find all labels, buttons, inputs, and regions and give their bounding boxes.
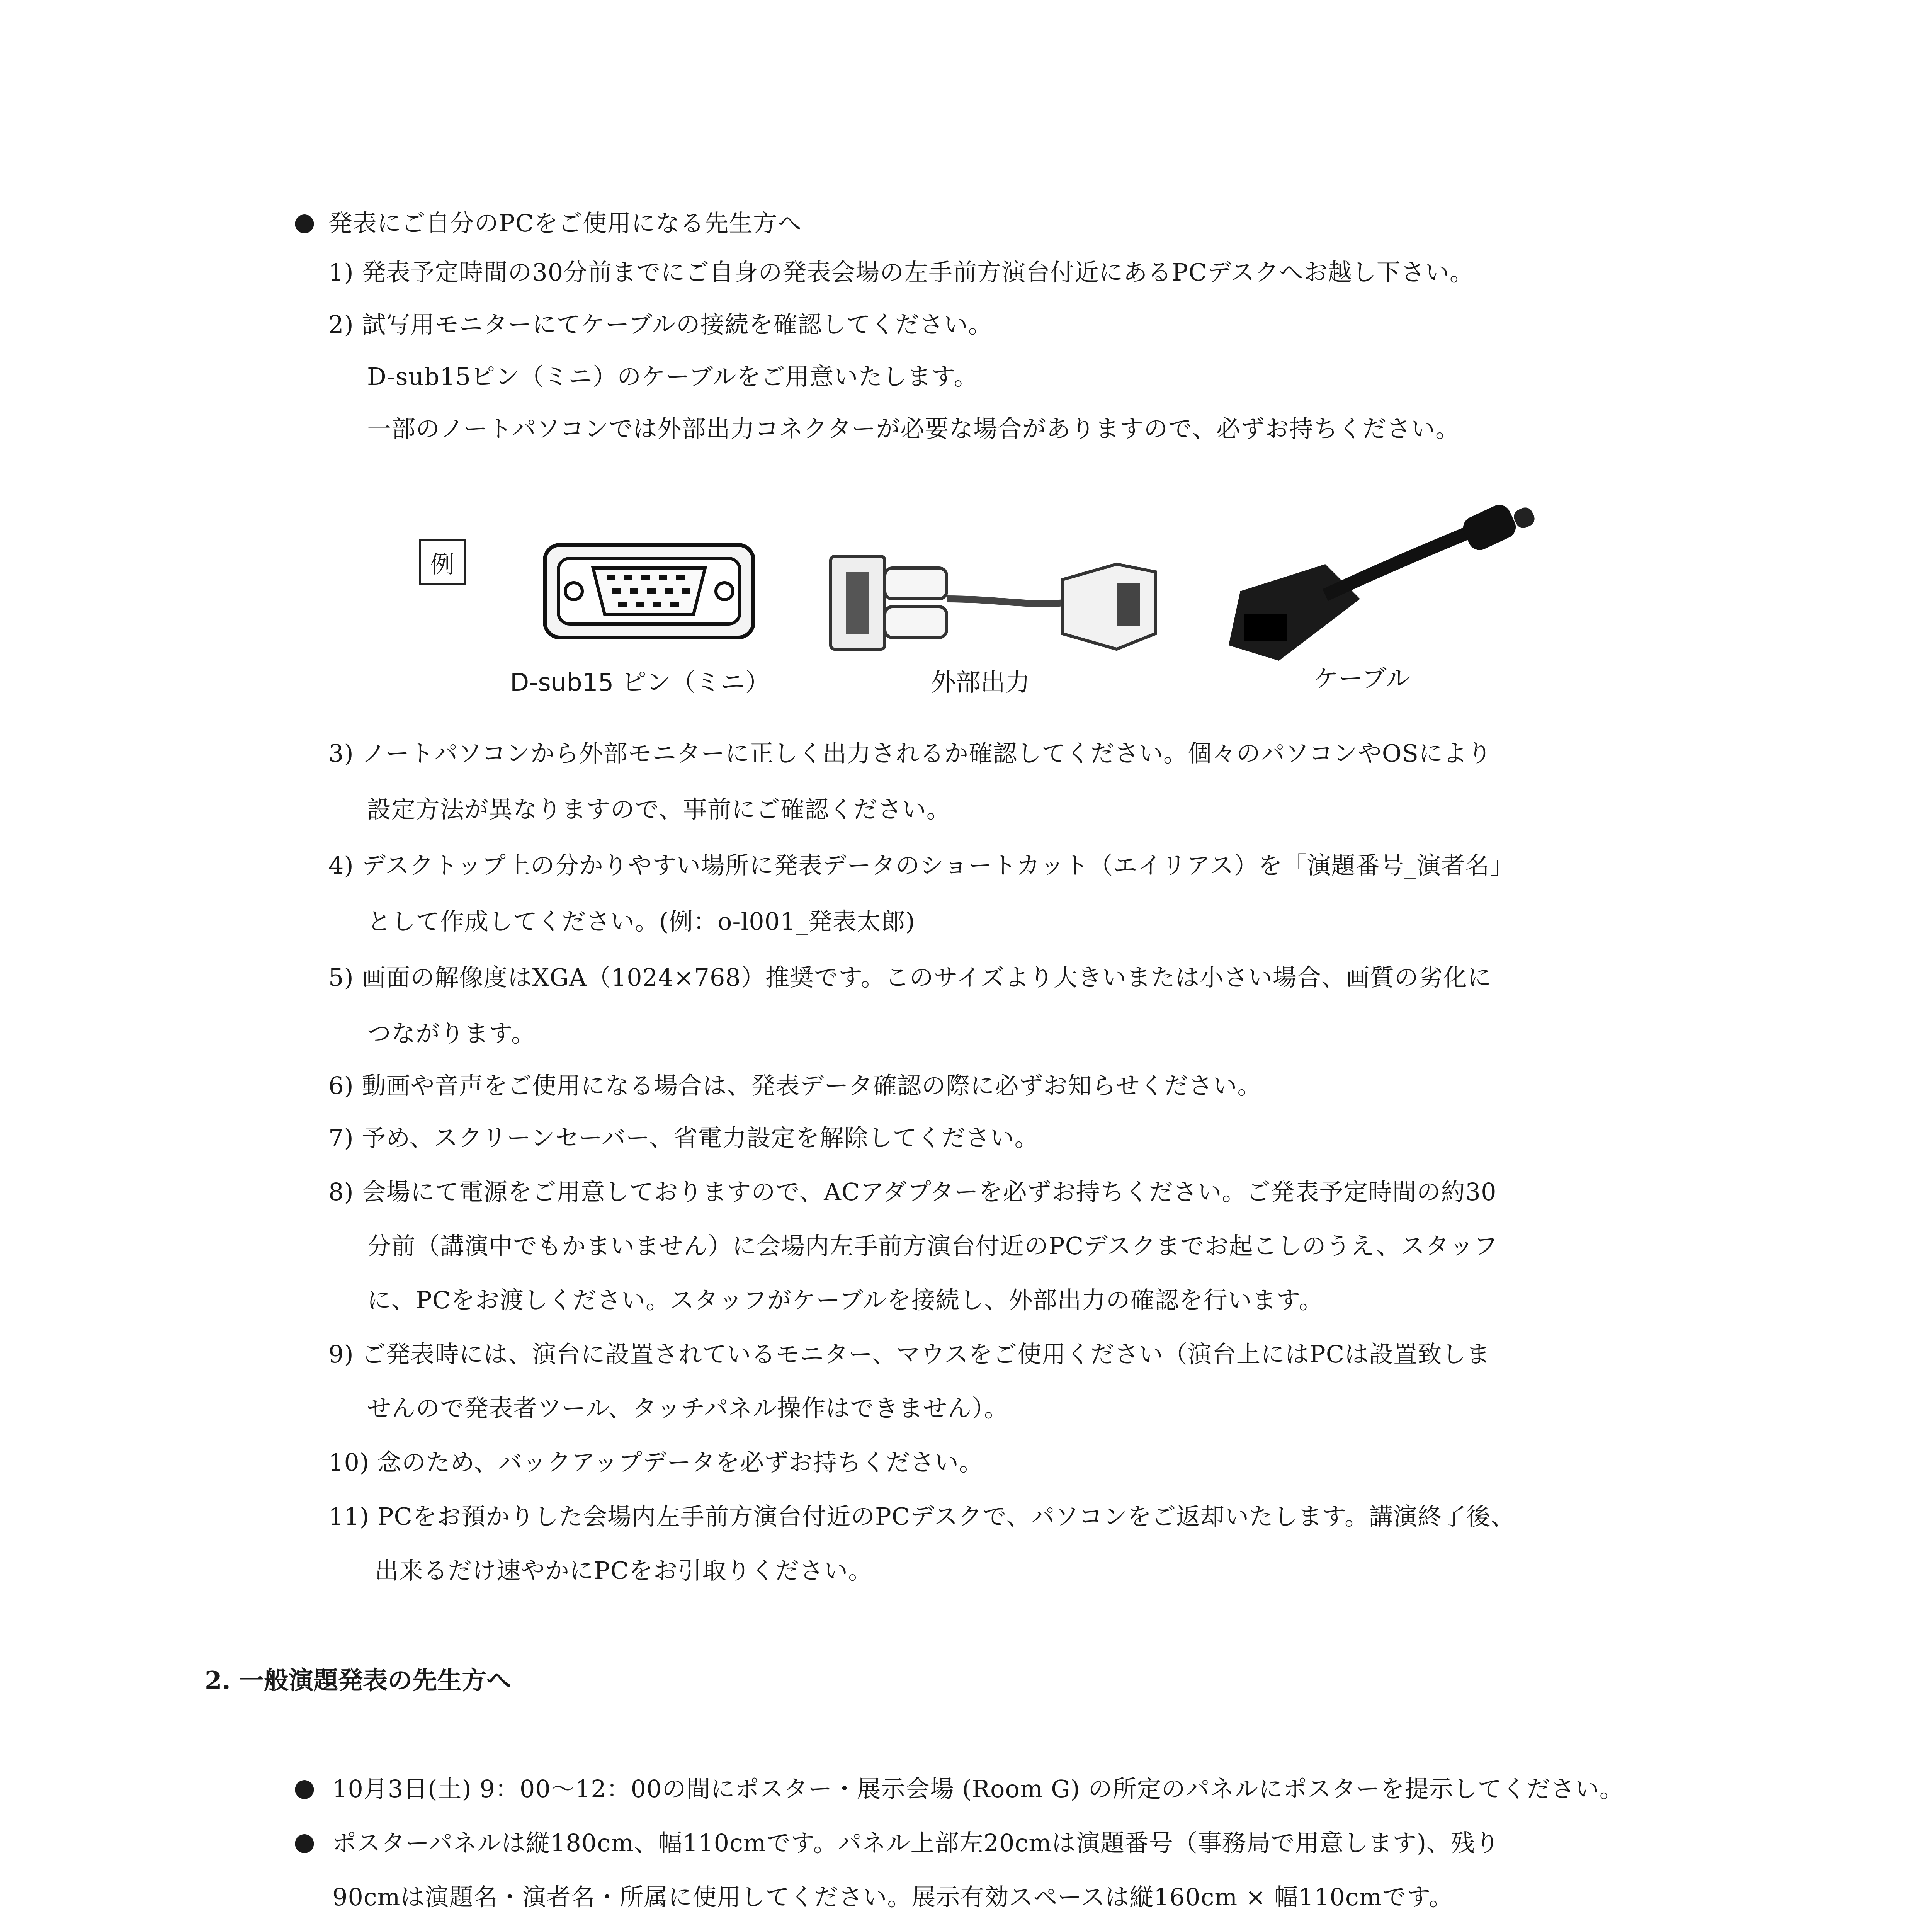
external-output-adapter-image [823, 541, 1163, 665]
section-2-bullet-2-line-2: 90cmは演題名・演者名・所属に使用してください。展示有効スペースは縦160cm × 幅110cmです。 [332, 1883, 1454, 1911]
bullet-icon: ● [294, 208, 315, 236]
item-11-line-1: 11) PCをお預かりした会場内左手前方演台付近のPCデスクで、パソコンをご返却いたします。講演終了後、 [328, 1502, 1515, 1531]
section-2-bullet-1: 10月3日(土) 9：00〜12：00の間にポスター・展示会場 (Room G) の所定のパネルにポスターを提示してください。 [332, 1775, 1624, 1803]
item-4-line-1: 4) デスクトップ上の分かりやすい場所に発表データのショートカット（エイリアス）を「演題番号_演者名」 [328, 851, 1514, 879]
item-1: 1) 発表予定時間の30分前までにご自身の発表会場の左手前方演台付近にあるPCデスクへお越し下さい。 [328, 258, 1474, 286]
item-2-sub-2: 一部のノートパソコンでは外部出力コネクターが必要な場合がありますので、必ずお持ちください。 [367, 415, 1460, 443]
item-8-line-3: に、PCをお渡しください。スタッフがケーブルを接続し、外部出力の確認を行います。 [367, 1286, 1323, 1314]
caption-external-output: 外部出力 [931, 668, 1030, 697]
item-10: 10) 念のため、バックアップデータを必ずお持ちください。 [328, 1448, 983, 1476]
item-3-line-1: 3) ノートパソコンから外部モニターに正しく出力されるか確認してください。個々のパソコンやOSにより [328, 739, 1492, 767]
section-2-heading: 2. 一般演題発表の先生方へ [205, 1666, 512, 1695]
example-label: 例 [419, 539, 466, 585]
cable-adapter-image [1198, 498, 1538, 680]
dsub15-connector-image [541, 541, 757, 641]
item-2: 2) 試写用モニターにてケーブルの接続を確認してください。 [328, 310, 993, 338]
item-9-line-1: 9) ご発表時には、演台に設置されているモニター、マウスをご使用ください（演台上にはPCは設置致しま [328, 1340, 1491, 1368]
item-5-line-1: 5) 画面の解像度はXGA（1024×768）推奨です。このサイズより大きいまたは小さい場合、画質の劣化に [328, 963, 1492, 992]
item-11-line-2: 出来るだけ速やかにPCをお引取りください。 [375, 1556, 873, 1585]
item-7: 7) 予め、スクリーンセーバー、省電力設定を解除してください。 [328, 1124, 1039, 1152]
item-5-line-2: つながります。 [367, 1019, 536, 1048]
caption-cable: ケーブル [1314, 665, 1411, 693]
item-9-line-2: せんので発表者ツール、タッチパネル操作はできません）。 [367, 1394, 1009, 1422]
caption-dsub15: D-sub15 ピン（ミニ） [510, 668, 770, 697]
item-2-sub-1: D-sub15ピン（ミニ）のケーブルをご用意いたします。 [367, 362, 978, 391]
item-6: 6) 動画や音声をご使用になる場合は、発表データ確認の際に必ずお知らせください。 [328, 1071, 1262, 1100]
item-8-line-2: 分前（講演中でもかまいません）に会場内左手前方演台付近のPCデスクまでお起こしのうえ、スタッフ [367, 1232, 1498, 1260]
bullet-icon: ● [294, 1828, 315, 1856]
section-2-bullet-2-line-1: ポスターパネルは縦180cm、幅110cmです。パネル上部左20cmは演題番号（事務局で用意します)、残り [332, 1829, 1500, 1857]
item-4-line-2: として作成してください。(例：o-l001_発表太郎) [367, 907, 915, 935]
item-3-line-2: 設定方法が異なりますので、事前にご確認ください。 [367, 795, 951, 823]
pc-section-title: 発表にご自分のPCをご使用になる先生方へ [328, 209, 802, 237]
item-8-line-1: 8) 会場にて電源をご用意しておりますので、ACアダプターを必ずお持ちください。ご発表予定時間の約30 [328, 1178, 1497, 1206]
bullet-icon: ● [294, 1774, 315, 1802]
